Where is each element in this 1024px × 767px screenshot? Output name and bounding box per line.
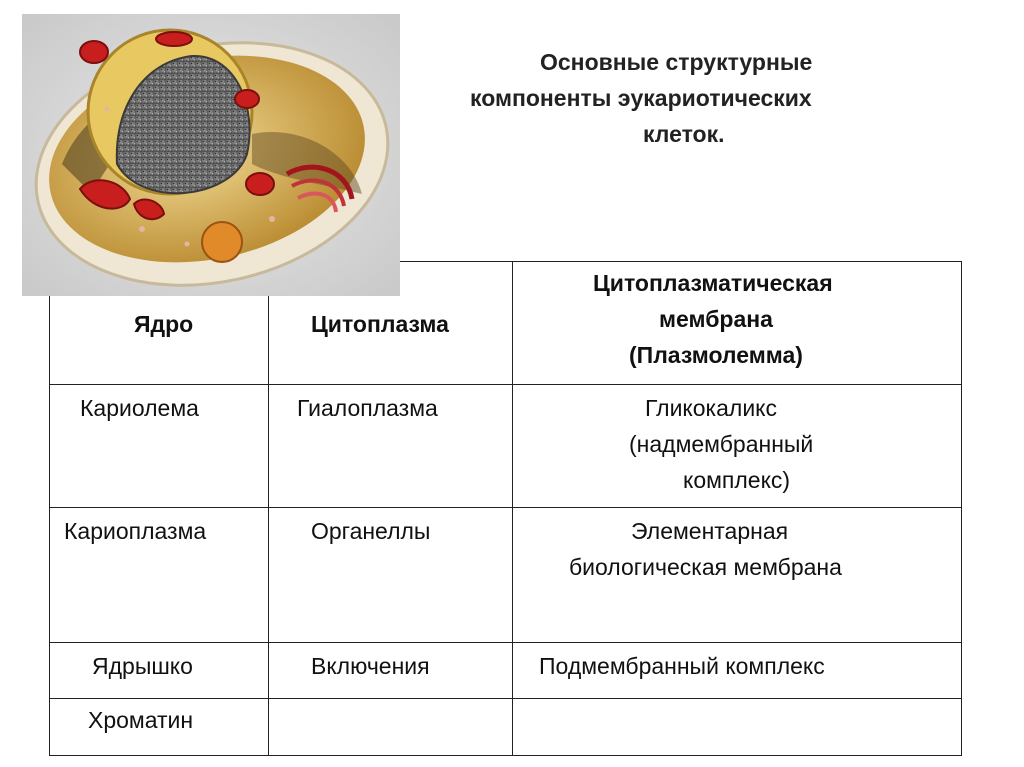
cell-text: комплекс) — [683, 467, 791, 493]
table-cell — [513, 699, 962, 756]
cell-text: Гликокаликс — [645, 395, 777, 421]
table-row — [50, 699, 962, 756]
header-nucleus: Ядро — [134, 311, 194, 337]
table-cell — [513, 385, 962, 508]
header-membrane-line-1: Цитоплазматическая — [593, 270, 833, 296]
eukaryotic-cell-illustration — [22, 14, 400, 296]
table-cell — [269, 699, 513, 756]
title-line-3: клеток. — [643, 121, 725, 147]
cell-text: Элементарная — [631, 518, 789, 544]
mitochondrion-shape — [80, 41, 108, 63]
cell-text: Подмембранный комплекс — [539, 653, 825, 679]
table-cell — [269, 385, 513, 508]
table-cell — [269, 643, 513, 699]
table-cell — [50, 699, 269, 756]
header-membrane-line-3: (Плазмолемма) — [629, 342, 803, 368]
table-cell — [513, 508, 962, 643]
cell-text: Хроматин — [88, 707, 194, 733]
table-cell — [50, 643, 269, 699]
table-row — [50, 643, 962, 699]
title-line-1: Основные структурные — [540, 49, 813, 75]
table-cell — [269, 508, 513, 643]
cell-text: Кариолема — [80, 395, 199, 421]
header-cell — [513, 262, 962, 385]
cell-text: биологическая мембрана — [569, 554, 842, 580]
slide-title — [450, 44, 990, 152]
cell-text: (надмембранный — [629, 431, 814, 457]
vacuole-shape — [202, 222, 242, 262]
table-cell — [50, 385, 269, 508]
mitochondrion-shape — [235, 90, 259, 108]
table-cell — [50, 508, 269, 643]
mitochondrion-shape — [246, 173, 274, 195]
header-membrane-line-2: мембрана — [659, 306, 773, 332]
table-row — [50, 508, 962, 643]
cell-text: Включения — [311, 653, 430, 679]
cell-text: Органеллы — [311, 518, 431, 544]
cell-text: Кариоплазма — [64, 518, 207, 544]
cell-text: Ядрышко — [92, 653, 193, 679]
mitochondrion-shape — [156, 32, 192, 46]
table-cell — [513, 643, 962, 699]
components-table — [49, 261, 962, 756]
title-line-2: компоненты эукариотических — [470, 85, 812, 111]
cell-text: Гиалоплазма — [297, 395, 438, 421]
header-cytoplasm: Цитоплазма — [311, 311, 449, 337]
table-row — [50, 385, 962, 508]
